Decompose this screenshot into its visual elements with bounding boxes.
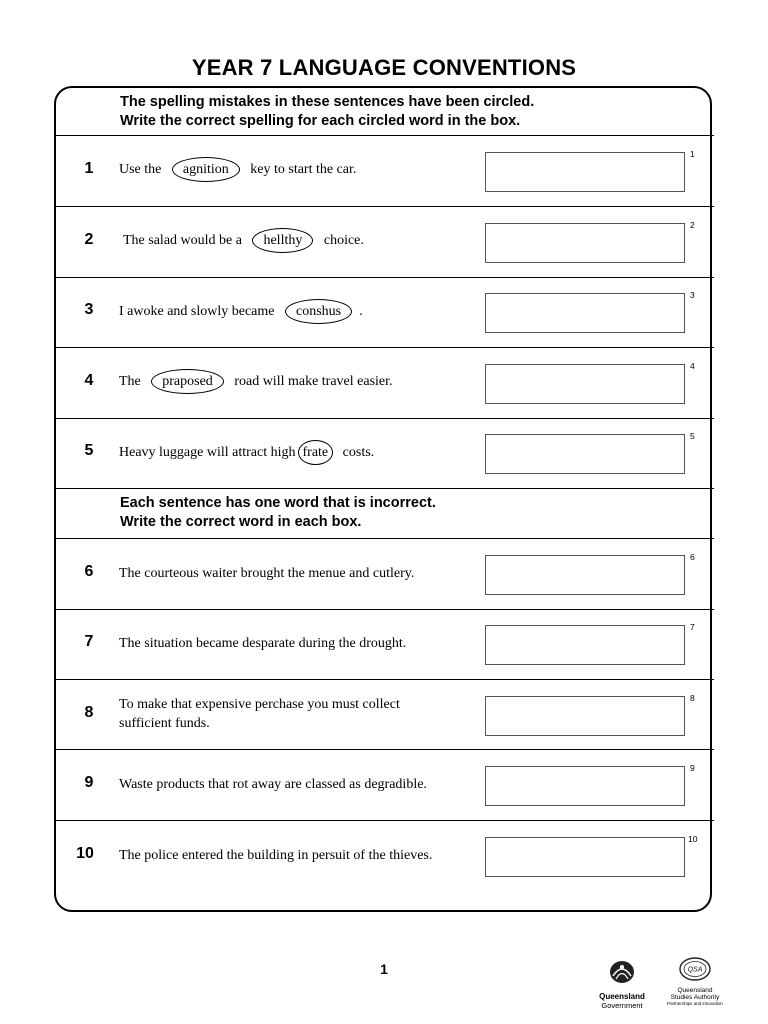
question-text (119, 440, 374, 465)
answer-index: 4 (690, 361, 695, 371)
question-number: 1 (84, 160, 94, 177)
divider (54, 609, 714, 610)
logo-qld-line2: Government (601, 1001, 643, 1010)
question-text-after: . (359, 304, 363, 319)
section2-line1: Each sentence has one word that is incorrect. (120, 495, 436, 511)
divider (54, 820, 714, 821)
queensland-government-logo (590, 958, 654, 1010)
question-text-before: The (119, 374, 141, 389)
qsa-emblem-icon (677, 956, 713, 982)
question-number: 5 (84, 442, 94, 459)
section2-instructions (120, 494, 436, 532)
question-number: 2 (84, 231, 94, 248)
section1-instructions (120, 93, 534, 131)
answer-box[interactable] (485, 434, 685, 474)
circled-word: agnition (172, 157, 240, 182)
answer-box[interactable] (485, 766, 685, 806)
divider (54, 277, 714, 278)
question-text-line2: sufficient funds. (119, 716, 210, 731)
question-text-after: key to start the car. (250, 162, 357, 177)
divider (54, 538, 714, 539)
question-text (123, 228, 364, 253)
question-text: The police entered the building in persuit of the thieves. (119, 848, 433, 863)
answer-box[interactable] (485, 837, 685, 877)
question-number: 8 (84, 704, 94, 721)
answer-index: 3 (690, 290, 695, 300)
question-text: The situation became desparate during the drought. (119, 636, 407, 651)
circled-word: hellthy (252, 228, 313, 253)
logo-qsa-line2: Studies Authority (670, 994, 720, 1001)
question-number: 10 (76, 845, 94, 862)
answer-box[interactable] (485, 293, 685, 333)
answer-index: 10 (688, 834, 698, 844)
question-number: 3 (84, 301, 94, 318)
divider (54, 206, 714, 207)
question-number: 6 (84, 563, 94, 580)
page-title: YEAR 7 LANGUAGE CONVENTIONS (191, 55, 577, 80)
section2-line2: Write the correct word in each box. (120, 514, 362, 530)
divider (54, 679, 714, 680)
svg-text:QSA: QSA (687, 966, 703, 974)
question-text (119, 369, 393, 394)
question-number: 4 (84, 372, 94, 389)
answer-index: 5 (690, 431, 695, 441)
section1-line1: The spelling mistakes in these sentences have been circled. (120, 94, 535, 110)
divider (54, 418, 714, 419)
logo-qsa-line1: Queensland (677, 987, 713, 994)
answer-index: 9 (690, 763, 695, 773)
answer-index: 7 (690, 622, 695, 632)
question-text-before: Heavy luggage will attract high (119, 445, 296, 460)
divider (54, 347, 714, 348)
question-text (119, 695, 400, 733)
divider (54, 135, 714, 136)
answer-box[interactable] (485, 625, 685, 665)
circled-word: frate (298, 440, 334, 465)
circled-word: praposed (151, 369, 224, 394)
answer-index: 2 (690, 220, 695, 230)
question-text (119, 157, 356, 182)
question-number: 7 (84, 633, 94, 650)
circled-word: conshus (285, 299, 352, 324)
question-text-after: costs. (342, 445, 375, 460)
question-text-line1: To make that expensive perchase you must collect (119, 697, 400, 712)
answer-index: 8 (690, 693, 695, 703)
crest-icon (607, 958, 637, 986)
logo-qld-line1: Queensland (599, 992, 645, 1001)
question-number: 9 (84, 774, 94, 791)
answer-box[interactable] (485, 696, 685, 736)
answer-box[interactable] (485, 364, 685, 404)
divider (54, 488, 714, 489)
qsa-logo (660, 956, 730, 1012)
question-text-before: The salad would be a (123, 233, 242, 248)
question-text-after: road will make travel easier. (234, 374, 393, 389)
question-text-after: choice. (323, 233, 364, 248)
answer-box[interactable] (485, 152, 685, 192)
question-text-before: Use the (119, 162, 162, 177)
question-text (119, 299, 363, 324)
section1-line2: Write the correct spelling for each circled word in the box. (120, 113, 521, 129)
answer-box[interactable] (485, 555, 685, 595)
question-text: The courteous waiter brought the menue and cutlery. (119, 566, 415, 581)
divider (54, 749, 714, 750)
question-text-before: I awoke and slowly became (119, 304, 275, 319)
answer-index: 6 (690, 552, 695, 562)
answer-box[interactable] (485, 223, 685, 263)
answer-index: 1 (690, 149, 695, 159)
question-text: Waste products that rot away are classed as degradible. (119, 777, 427, 792)
page-number: 1 (380, 961, 388, 977)
logo-qsa-tagline: Partnerships and innovation (667, 1001, 723, 1006)
